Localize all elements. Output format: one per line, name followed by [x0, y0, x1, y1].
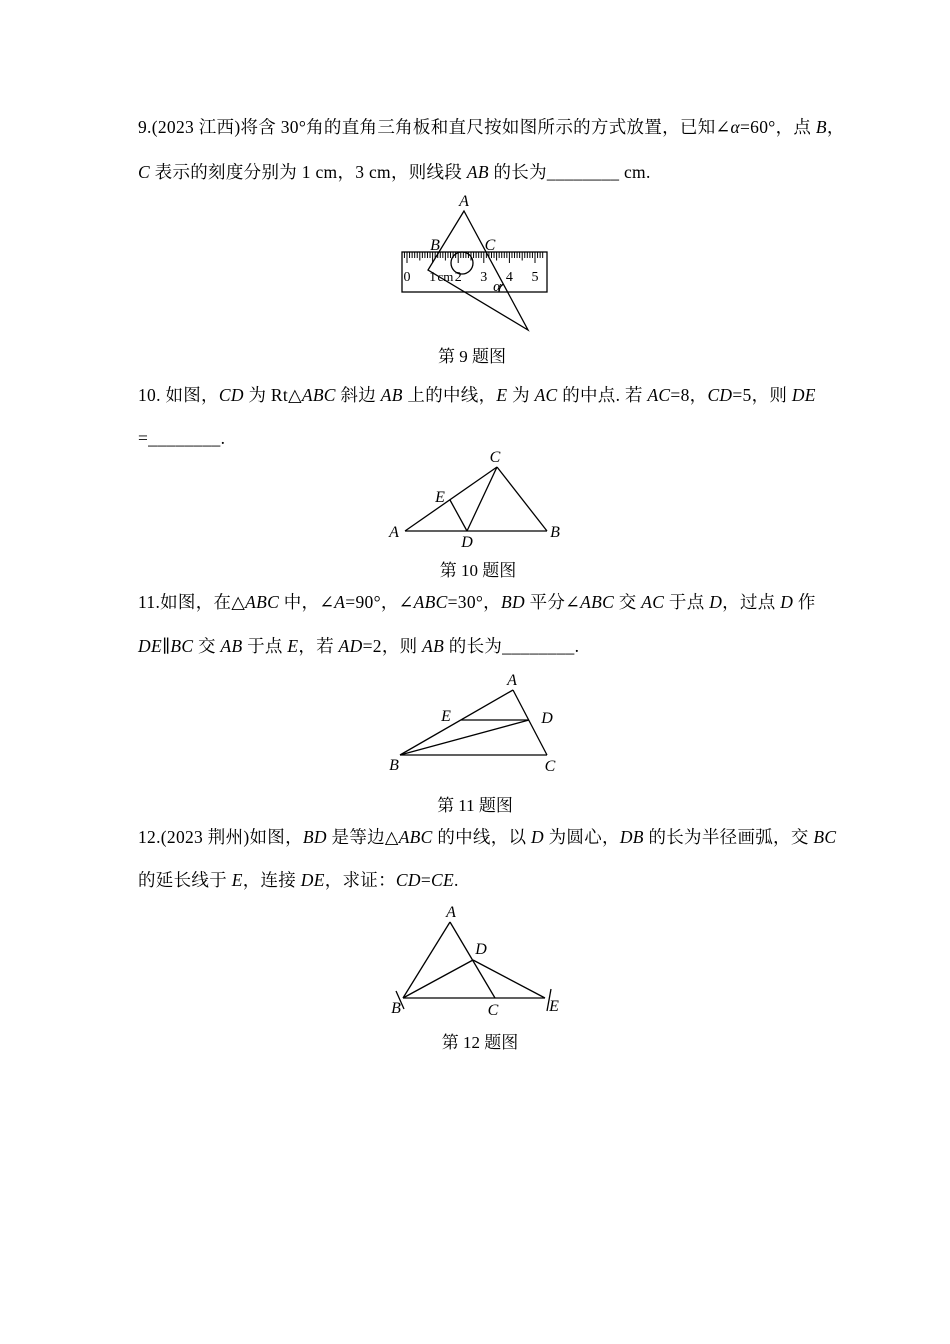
ruler-number-2: 2 — [454, 270, 462, 285]
ruler — [402, 252, 547, 292]
triangle-abc — [405, 467, 547, 531]
side-ab — [403, 922, 450, 998]
bisector-bd — [400, 720, 529, 755]
question-12-text-line-1: 12.(2023 荆州)如图，BD 是等边△ABC 的中线，以 D 为圆心，DB 的长为半径画弧，交 BC — [138, 827, 837, 847]
vertex-label-b: B — [550, 524, 560, 541]
triangle-abc — [396, 922, 551, 1011]
vertex-label-b: B — [430, 237, 440, 254]
vertex-label-a: A — [507, 672, 517, 689]
question-10-text-line-1: 10. 如图，CD 为 Rt△ABC 斜边 AB 上的中线，E 为 AC 的中点. 若 AC=8，CD=5，则 DE — [138, 385, 816, 405]
question-10-text-line-2: =________. — [138, 428, 226, 448]
point-label-e: E — [435, 489, 445, 506]
point-label-d: D — [541, 710, 553, 727]
vertex-label-b: B — [391, 1000, 401, 1017]
vertex-label-b: B — [389, 757, 399, 774]
figure-12-caption: 第 12 题图 — [441, 1033, 519, 1052]
question-9-text-line-1: 9.(2023 江西)将含 30°角的直角三角板和直尺按如图所示的方式放置，已知∠α=60°，点 B， — [138, 117, 845, 137]
figure-9 — [395, 193, 580, 343]
vertex-label-c: C — [487, 1002, 499, 1019]
point-label-d: D — [475, 941, 487, 958]
median-cd — [467, 467, 497, 531]
ruler-number-0: 0 — [403, 270, 411, 285]
vertex-label-a: A — [459, 193, 469, 210]
question-9-text-line-2: C 表示的刻度分别为 1 cm，3 cm，则线段 AB 的长为________ cm. — [138, 162, 651, 182]
side-cb — [497, 467, 547, 531]
segment-ed — [450, 500, 467, 531]
median-bd — [403, 960, 473, 998]
figure-10 — [385, 450, 585, 555]
figure-11 — [380, 668, 580, 783]
point-label-e: E — [441, 708, 451, 725]
figure-10-caption: 第 10 题图 — [439, 561, 517, 580]
vertex-label-c: C — [544, 758, 556, 775]
ruler-number-1: 1 — [429, 270, 437, 285]
vertex-label-a: A — [389, 524, 399, 541]
figure-9-caption: 第 9 题图 — [438, 347, 506, 366]
figure-11-caption: 第 11 题图 — [437, 796, 513, 815]
vertex-label-a: A — [446, 904, 456, 921]
question-12-text-line-2: 的延长线于 E，连接 DE，求证：CD=CE. — [138, 870, 459, 890]
ruler-unit-cm: cm — [437, 269, 454, 284]
side-ba — [400, 690, 513, 755]
angle-alpha-label: α — [493, 279, 501, 295]
ruler-number-5: 5 — [531, 270, 539, 285]
side-ac — [405, 467, 497, 531]
question-11-text-line-2: DE∥BC 交 AB 于点 E，若 AD=2，则 AB 的长为________. — [138, 636, 580, 656]
triangle-abc — [400, 690, 547, 755]
point-label-e: E — [549, 998, 559, 1015]
figure-12 — [385, 903, 590, 1025]
question-11-text-line-1: 11.如图，在△ABC 中，∠A=90°，∠ABC=30°，BD 平分∠ABC 交 AC 于点 D，过点 D 作 — [138, 592, 816, 612]
vertex-label-c: C — [484, 237, 496, 254]
vertex-label-c: C — [489, 449, 501, 466]
ruler-number-3: 3 — [480, 270, 488, 285]
ruler-number-4: 4 — [505, 270, 513, 285]
point-label-d: D — [461, 534, 473, 551]
